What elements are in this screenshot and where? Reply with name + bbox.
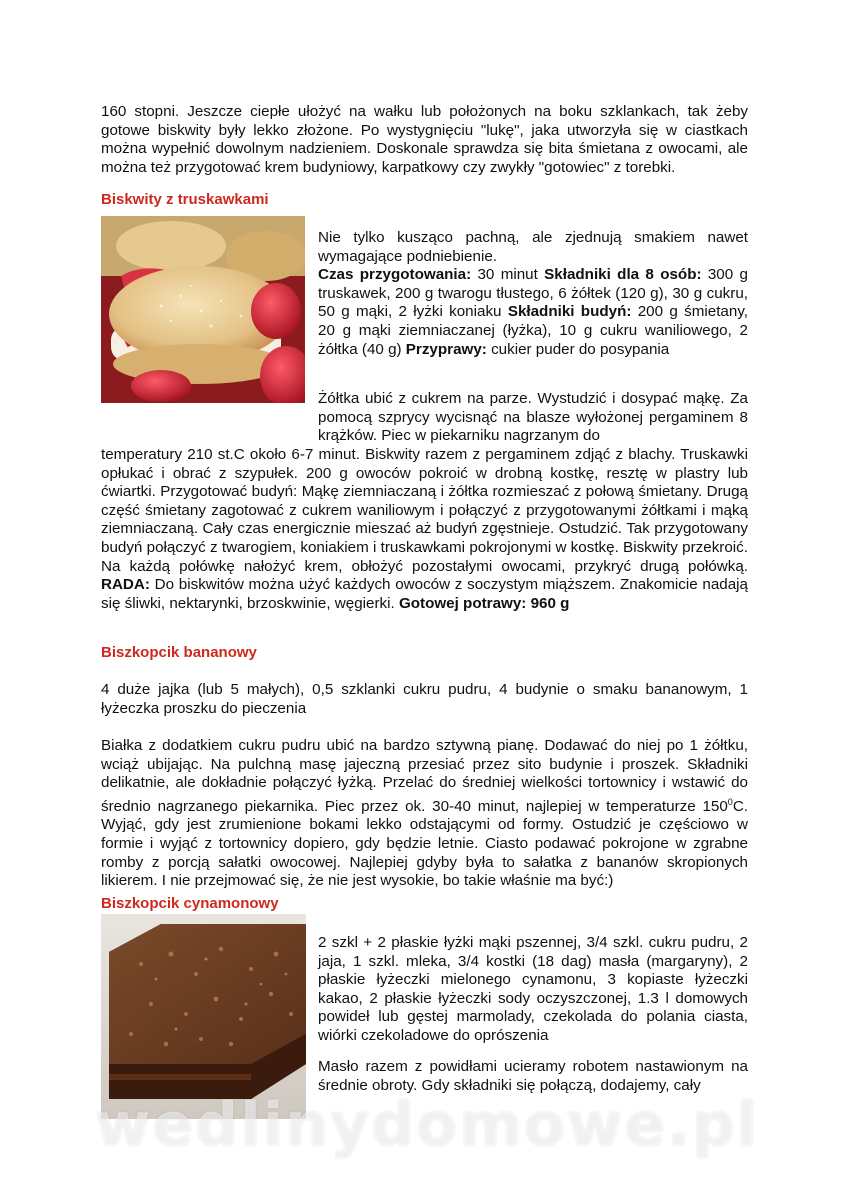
cinnamon-cake-photo [101,914,306,1119]
recipe3-ingredients: 2 szkl + 2 płaskie łyżki mąki pszennej, 3/4 szkl. cukru pudru, 2 jaja, 1 szkl. mleka, 3/4 kostki (18 dag) masła (margaryny), 2 płaskie łyżeczki mielonego cynamonu, 3 kopiaste łyżeczki kakao, 2 płaskie łyżeczki sody oczyszczonej, 1.3 l domowych powideł lub gęstej marmolady, czekolada do polania ciasta, wiórki czekoladowe do oprószenia [318,934,748,1044]
intro-paragraph: 160 stopni. Jeszcze ciepłe ułożyć na wałku lub położonych na boku szklankach, tak żeby gotowe biskwity były lekko złożone. Po wystygnięciu "lukę", jaka utworzyła się w ciastkach można wypełnić dowolnym nadzieniem. Doskonale sprawdza się bita śmietana z owocami, ale można też przygotować krem budyniowy, karpatkowy czy zwykły "gotowiec" z torebki. [101,103,748,176]
spices-label: Przyprawy: [405,340,487,358]
recipe3-method: Masło razem z powidłami ucieramy robotem nastawionym na średnie obroty. Gdy składniki się połączą, dodajemy, cały [318,1058,748,1094]
recipe-title-bananowy: Biszkopcik bananowy [101,644,257,661]
recipe1-method-wrapped: Żółtka ubić z cukrem na parze. Wystudzić i dosypać mąkę. Za pomocą szprycy wycisnąć na blasze wyłożonej pergaminem 8 krążków. Piec w piekarniku nagrzanym do [318,390,748,445]
spices-text: cukier puder do posypania [486,340,670,358]
method-after: C. Wyjąć, gdy jest zrumienione bokami lekko odstającymi od formy. Ostudzić je częściowo w formie i wyjąć z tortownicy dopiero, gdy będzie letnie. Ciasto podawać pokrojone w zgrabne romby z porcją sałatki owocowej. Najlepiej gdyby była to sałatka z bananów skropionych likierem. I nie przejmować się, że nie jest wysokie, bo takie właśnie ma być:) [101,797,748,890]
degree-superscript: 0 [727,796,733,807]
time-value: 30 minut [471,266,545,284]
pudding-text: 200 g śmietany, 20 g mąki ziemniaczanej (łyżka), 10 g cukru waniliowego, 2 żółtka (40 g) [318,303,748,358]
recipe-title-cynamonowy: Biszkopcik cynamonowy [101,895,279,912]
tip-label: RADA: [101,576,150,594]
tip-text: Do biskwitów można użyć każdych owoców z soczystym miąższem. Znakomicie nadają się śliwki, nektarynki, brzoskwinie, węgierki. [101,576,748,612]
recipe2-method [101,737,748,891]
recipe1-intro: Nie tylko kusząco pachną, ale zjednują smakiem nawet wymagające podniebienie. [318,229,748,265]
recipe1-details [318,229,748,359]
yield-label: Gotowej potrawy: 960 g [398,594,570,612]
pudding-label: Składniki budyń: [507,303,632,321]
ingredients-text: 300 g truskawek, 200 g twarogu tłustego, 6 żółtek (120 g), 30 g cukru, 50 g mąki, 2 łyżki koniaku [318,266,748,321]
strawberry-biscuits-photo [101,216,305,403]
ingredients-label: Składniki dla 8 osób: [544,266,702,284]
recipe2-ingredients: 4 duże jajka (lub 5 małych), 0,5 szklanki cukru pudru, 4 budynie o smaku bananowym, 1 łyżeczka proszku do pieczenia [101,681,748,717]
recipe1-method [101,446,748,613]
time-label: Czas przygotowania: [318,266,472,284]
method-before: Białka z dodatkiem cukru pudru ubić na bardzo sztywną pianę. Dodawać do niej po 1 żółtku, wciąż ubijając. Na pulchną masę jajeczną przesiać przez sito budynie i proszek. Składniki delikatnie, ale dokładnie połączyć łyżką. Przelać do średniej wielkości tortownicy i wstawić do średnio nagrzanego piekarnika. Piec przez ok. 30-40 minut, najlepiej w temperaturze 150 [101,737,748,815]
watermark: wedlinydomowe.pl [95,1090,760,1160]
recipe1-ingredients [318,266,748,359]
method-text: temperatury 210 st.C około 6-7 minut. Biskwity razem z pergaminem zdjąć z blachy. Truskawki opłukać i obrać z szypułek. 200 g owoców pokroić w drobną kostkę, resztę w plastry lub ćwiartki. Przygotować budyń: Mąkę ziemniaczaną i żółtka rozmieszać z połową śmietany. Drugą część śmietany zagotować z cukrem waniliowym i połączyć z przygotowanymi żółtkami i mąką ziemniaczaną. Cały czas energicznie mieszać aż budyń zgęstnieje. Ostudzić. Tak przygotowany budyń połączyć z twarogiem, koniakiem i truskawkami pokrojonymi w kostkę. Biskwity przekroić. Na każdą połówkę nałożyć krem, obłożyć pozostałymi owocami, przykryć drugą połówką. [101,446,748,575]
recipe-title-biskwity: Biskwity z truskawkami [101,191,269,208]
